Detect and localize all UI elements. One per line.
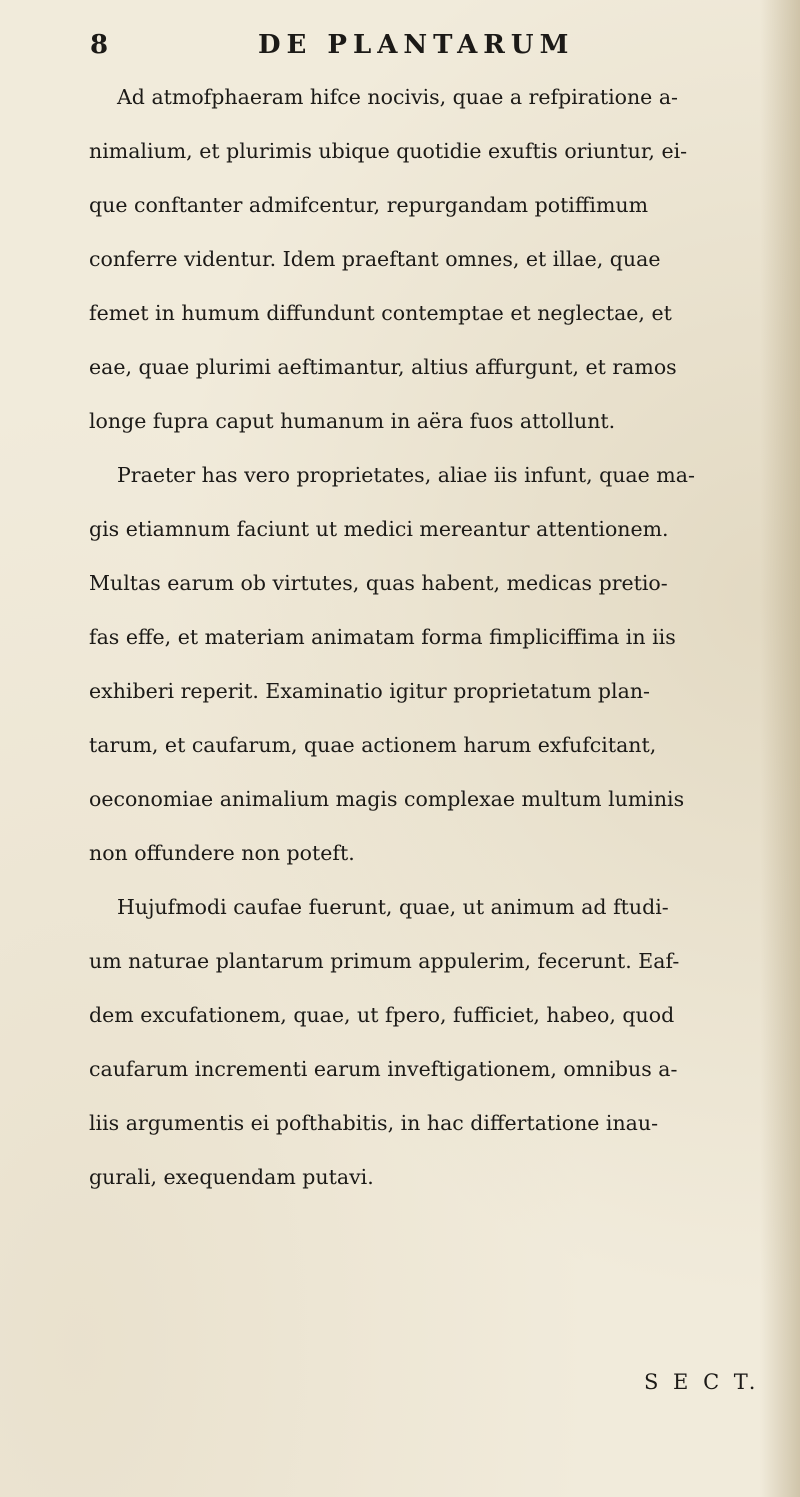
text-line: eae, quae plurimi aeftimantur, altius affurgunt, et ramos [89,355,677,379]
text-line: que conftanter admifcentur, repurgandam potiffimum [89,193,649,217]
text-line: longe fupra caput humanum in aëra fuos attollunt. [89,409,616,433]
running-title: DE PLANTARUM [258,30,575,60]
text-line: oeconomiae animalium magis complexae multum luminis [89,787,685,811]
page-header [0,30,800,70]
text-line: caufarum incrementi earum inveftigationem, omnibus a- [89,1057,678,1081]
text-line: conferre videntur. Idem praeftant omnes, et illae, quae [89,247,661,271]
text-line: Multas earum ob virtutes, quas habent, medicas pretio- [89,571,668,595]
text-line: gis etiamnum faciunt ut medici mereantur attentionem. [89,517,669,541]
text-line: dem excufationem, quae, ut fpero, fufficiet, habeo, quod [89,1003,675,1027]
text-line: non offundere non poteft. [89,841,355,865]
text-line: Praeter has vero proprietates, aliae iis infunt, quae ma- [117,463,695,487]
text-line: nimalium, et plurimis ubique quotidie exuftis oriuntur, ei- [89,139,688,163]
text-line: fas effe, et materiam animatam forma fimpliciffima in iis [89,625,676,649]
text-line: Ad atmofphaeram hifce nocivis, quae a refpiratione a- [117,85,678,109]
text-line: gurali, exequendam putavi. [89,1165,374,1189]
catchword: S E C T. [644,1370,760,1394]
text-line: exhiberi reperit. Examinatio igitur proprietatum plan- [89,679,650,703]
text-line: femet in humum diffundunt contemptae et neglectae, et [89,301,672,325]
text-line: liis argumentis ei pofthabitis, in hac differtatione inau- [89,1111,659,1135]
body-text [89,70,779,1204]
page-number: 8 [90,30,110,60]
text-line: Hujufmodi caufae fuerunt, quae, ut animum ad ftudi- [117,895,669,919]
text-line: tarum, et caufarum, quae actionem harum exfufcitant, [89,733,657,757]
text-line: um naturae plantarum primum appulerim, fecerunt. Eaf- [89,949,680,973]
